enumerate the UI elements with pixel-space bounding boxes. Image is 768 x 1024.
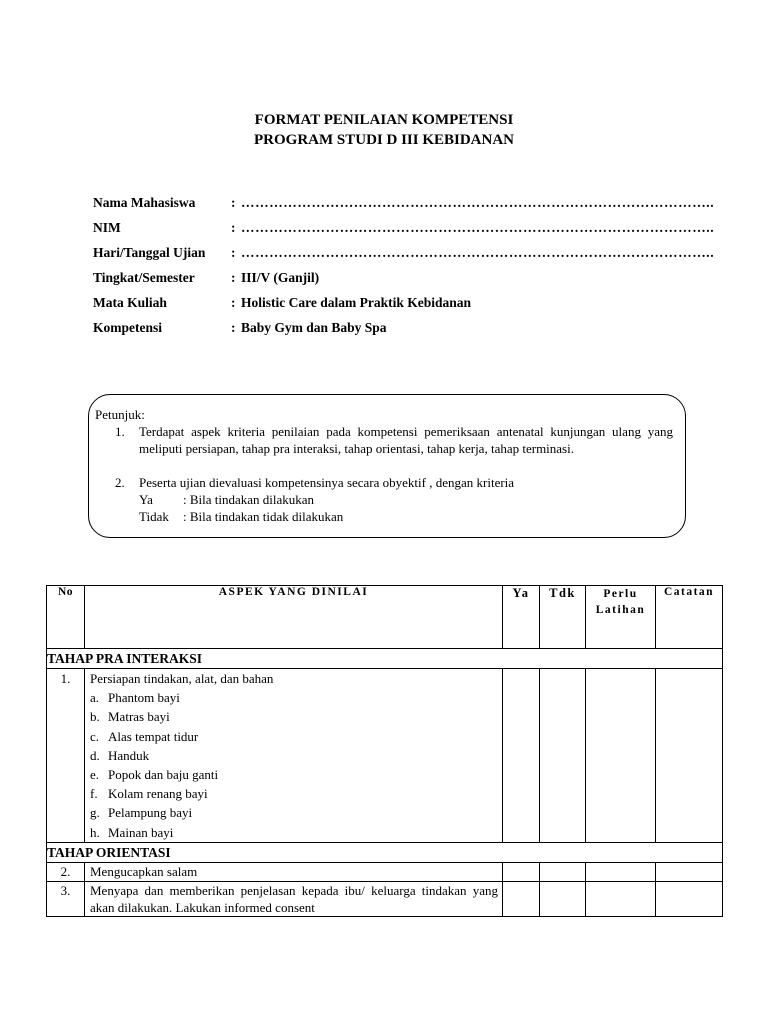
header-perlu: Perlu [603,588,638,600]
instruction-number: 2. [115,475,125,490]
list-item: e. Popok dan baju ganti [90,767,219,783]
header-aspek: ASPEK YANG DINILAI [85,586,503,649]
aspect-text: Persiapan tindakan, alat, dan bahan [90,671,274,686]
section-title: TAHAP ORIENTASI [47,842,723,862]
checkbox-tdk[interactable] [540,881,586,916]
header-ya: Ya [503,586,540,649]
instruction-text: Peserta ujian dievaluasi kompetensinya secara obyektif , dengan kriteria [139,475,515,490]
list-item: a. Phantom bayi [90,690,180,706]
info-value: Holistic Care dalam Praktik Kebidanan [241,295,472,310]
criteria-value: : Bila tindakan dilakukan [183,492,315,507]
instruction-item [115,475,673,492]
info-label: Nama Mahasiswa [93,195,196,210]
checkbox-ya[interactable] [503,862,540,881]
catatan-cell[interactable] [656,862,723,881]
criteria-value: : Bila tindakan tidak dilakukan [183,509,344,524]
header-perlu-latihan [586,586,656,649]
criteria-tidak [139,509,343,526]
info-row-kompetensi: Kompetensi : Baby Gym dan Baby Spa [93,318,387,338]
table-row [47,881,723,916]
row-aspect: Menyapa dan memberikan penjelasan kepada ibu/ keluarga tindakan yang akan dilakukan. Lakukan informed consent [85,881,503,916]
checkbox-ya[interactable] [503,669,540,843]
info-row-mata-kuliah: Mata Kuliah : Holistic Care dalam Praktik Kebidanan [93,293,471,313]
checkbox-perlu-latihan[interactable] [586,669,656,843]
instruction-item [115,424,673,457]
criteria-key: Tidak [139,509,169,524]
header-no: No [47,586,85,649]
catatan-cell[interactable] [656,881,723,916]
row-aspect [85,669,503,843]
criteria-key: Ya [139,492,153,507]
list-item: g. Pelampung bayi [90,805,193,821]
list-item: h. Mainan bayi [90,824,174,840]
info-label: Kompetensi [93,320,162,335]
instruction-number: 1. [115,424,125,439]
info-value: ……………………………………………………………………………………….. [241,220,715,235]
checkbox-ya[interactable] [503,881,540,916]
header-tdk: Tdk [540,586,586,649]
section-title: TAHAP PRA INTERAKSI [47,649,723,669]
list-item: d. Handuk [90,747,150,763]
header-catatan: Catatan [656,586,723,649]
checkbox-perlu-latihan[interactable] [586,862,656,881]
info-row-nama: Nama Mahasiswa : ……………………………………………………………………………………….. [93,193,714,213]
form-subtitle: PROGRAM STUDI D III KEBIDANAN [253,132,515,148]
list-item: f. Kolam renang bayi [90,786,208,802]
list-item: c. Alas tempat tidur [90,728,199,744]
instructions-heading: Petunjuk: [95,407,145,422]
row-number: 1. [47,669,85,843]
table-header-row [47,586,723,649]
info-label: Mata Kuliah [93,295,167,310]
checkbox-tdk[interactable] [540,862,586,881]
info-row-semester: Tingkat/Semester : III/V (Ganjil) [93,268,319,288]
info-value: ……………………………………………………………………………………….. [241,195,715,210]
table-row [47,669,723,843]
row-number: 2. [47,862,85,881]
info-value: III/V (Ganjil) [241,270,320,285]
form-title: FORMAT PENILAIAN KOMPETENSI [254,112,514,128]
info-label: Hari/Tanggal Ujian [93,245,206,260]
info-value: ……………………………………………………………………………………….. [241,245,715,260]
header-latihan: Latihan [595,604,646,616]
info-label: Tingkat/Semester [93,270,195,285]
info-row-nim: NIM : ……………………………………………………………………………………….. [93,218,714,238]
checkbox-tdk[interactable] [540,669,586,843]
table-row [47,862,723,881]
info-row-tanggal: Hari/Tanggal Ujian : ……………………………………………………………………………………….. [93,243,714,263]
assessment-table [46,585,723,917]
instruction-text: Terdapat aspek kriteria penilaian pada kompetensi pemeriksaan antenatal kunjungan ulang yang meliputi persiapan, tahap pra interaksi, tahap orientasi, tahap kerja, tahap terminasi. [139,424,673,456]
section-row [47,842,723,862]
catatan-cell[interactable] [656,669,723,843]
info-label: NIM [93,220,121,235]
section-row [47,649,723,669]
row-aspect: Mengucapkan salam [85,862,503,881]
instructions-box [88,394,686,538]
row-number: 3. [47,881,85,916]
list-item: b. Matras bayi [90,709,170,725]
info-value: Baby Gym dan Baby Spa [241,320,387,335]
criteria-ya [139,492,314,509]
checkbox-perlu-latihan[interactable] [586,881,656,916]
